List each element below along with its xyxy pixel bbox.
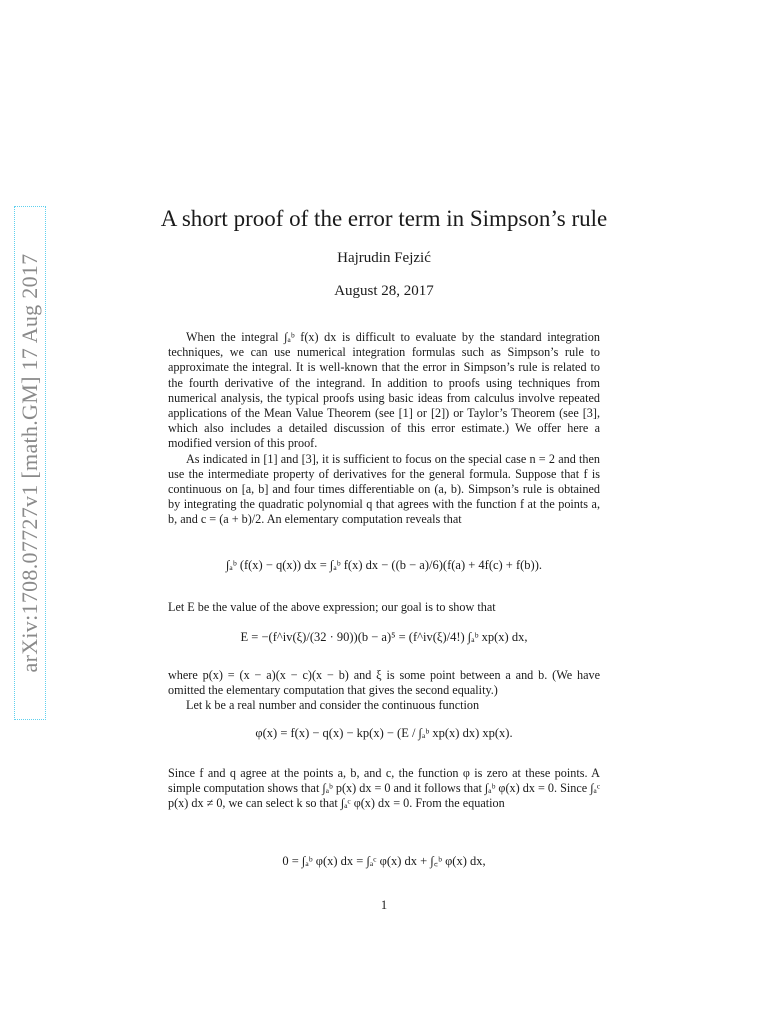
paragraph-intro: When the integral ∫ₐᵇ f(x) dx is difficult to evaluate by the standard integration techniques, we can use numerical integration formulas such as Simpson’s rule to approximate the integral. It is well-known that the error in Simpson’s rule is related to the fourth derivative of the integrand. In addition to proofs using techniques from numerical analysis, the typical proofs using basic ideas from calculus involve repeated applications of the Mean Value Theorem (see [1] or [2]) or Taylor’s Theorem (see [3], which also includes a detailed discussion of this error estimate.) We offer here a modified version of this proof. <box>168 330 600 451</box>
paragraph-where: where p(x) = (x − a)(x − c)(x − b) and ξ is some point between a and b. (We have omitted the elementary computation that gives the second equality.) <box>168 668 600 698</box>
paragraph-special-case: As indicated in [1] and [3], it is sufficient to focus on the special case n = 2 and then use the intermediate property of derivatives for the general formula. Suppose that f is continuous on [a, b] and four times differentiable on (a, b). Simpson’s rule is obtained by integrating the quadratic polynomial q that agrees with the function f at the points a, b, and c = (a + b)/2. An elementary computation reveals that <box>168 451 600 527</box>
paragraph-let-k: Let k be a real number and consider the continuous function <box>186 698 480 713</box>
paragraph-since: Since f and q agree at the points a, b, and c, the function φ is zero at these points. A simple computation shows that ∫ₐᵇ p(x) dx = 0 and it follows that ∫ₐᵇ φ(x) dx = 0. Since ∫ₐᶜ p(x) dx ≠ 0, we can select k so that ∫ₐᶜ φ(x) dx = 0. From the equation <box>168 766 600 811</box>
body-block-2 <box>168 600 600 615</box>
arxiv-stamp-text: arXiv:1708.07727v1 [math.GM] 17 Aug 2017 <box>17 253 42 673</box>
equation-1: ∫ₐᵇ (f(x) − q(x)) dx = ∫ₐᵇ f(x) dx − ((b − a)/6)(f(a) + 4f(c) + f(b)). <box>225 558 543 572</box>
paragraph-goal: Let E be the value of the above expression; our goal is to show that <box>168 600 496 614</box>
equation-3: φ(x) = f(x) − q(x) − kp(x) − (E / ∫ₐᵇ xp(x) dx) xp(x). <box>255 726 513 740</box>
body-block-4 <box>168 766 600 812</box>
page-number: 1 <box>380 898 388 912</box>
paper-author: Hajrudin Fejzić <box>337 250 431 266</box>
equation-4: 0 = ∫ₐᵇ φ(x) dx = ∫ₐᶜ φ(x) dx + ∫꜀ᵇ φ(x) dx, <box>282 854 486 868</box>
paper-date: August 28, 2017 <box>334 283 434 299</box>
body-block-3 <box>168 668 600 714</box>
equation-2: E = −(f^iv(ξ)/(32 · 90))(b − a)⁵ = (f^iv(ξ)/4!) ∫ₐᵇ xp(x) dx, <box>240 630 528 644</box>
body-block-1 <box>168 330 600 528</box>
paper-title: A short proof of the error term in Simpson’s rule <box>160 206 608 231</box>
